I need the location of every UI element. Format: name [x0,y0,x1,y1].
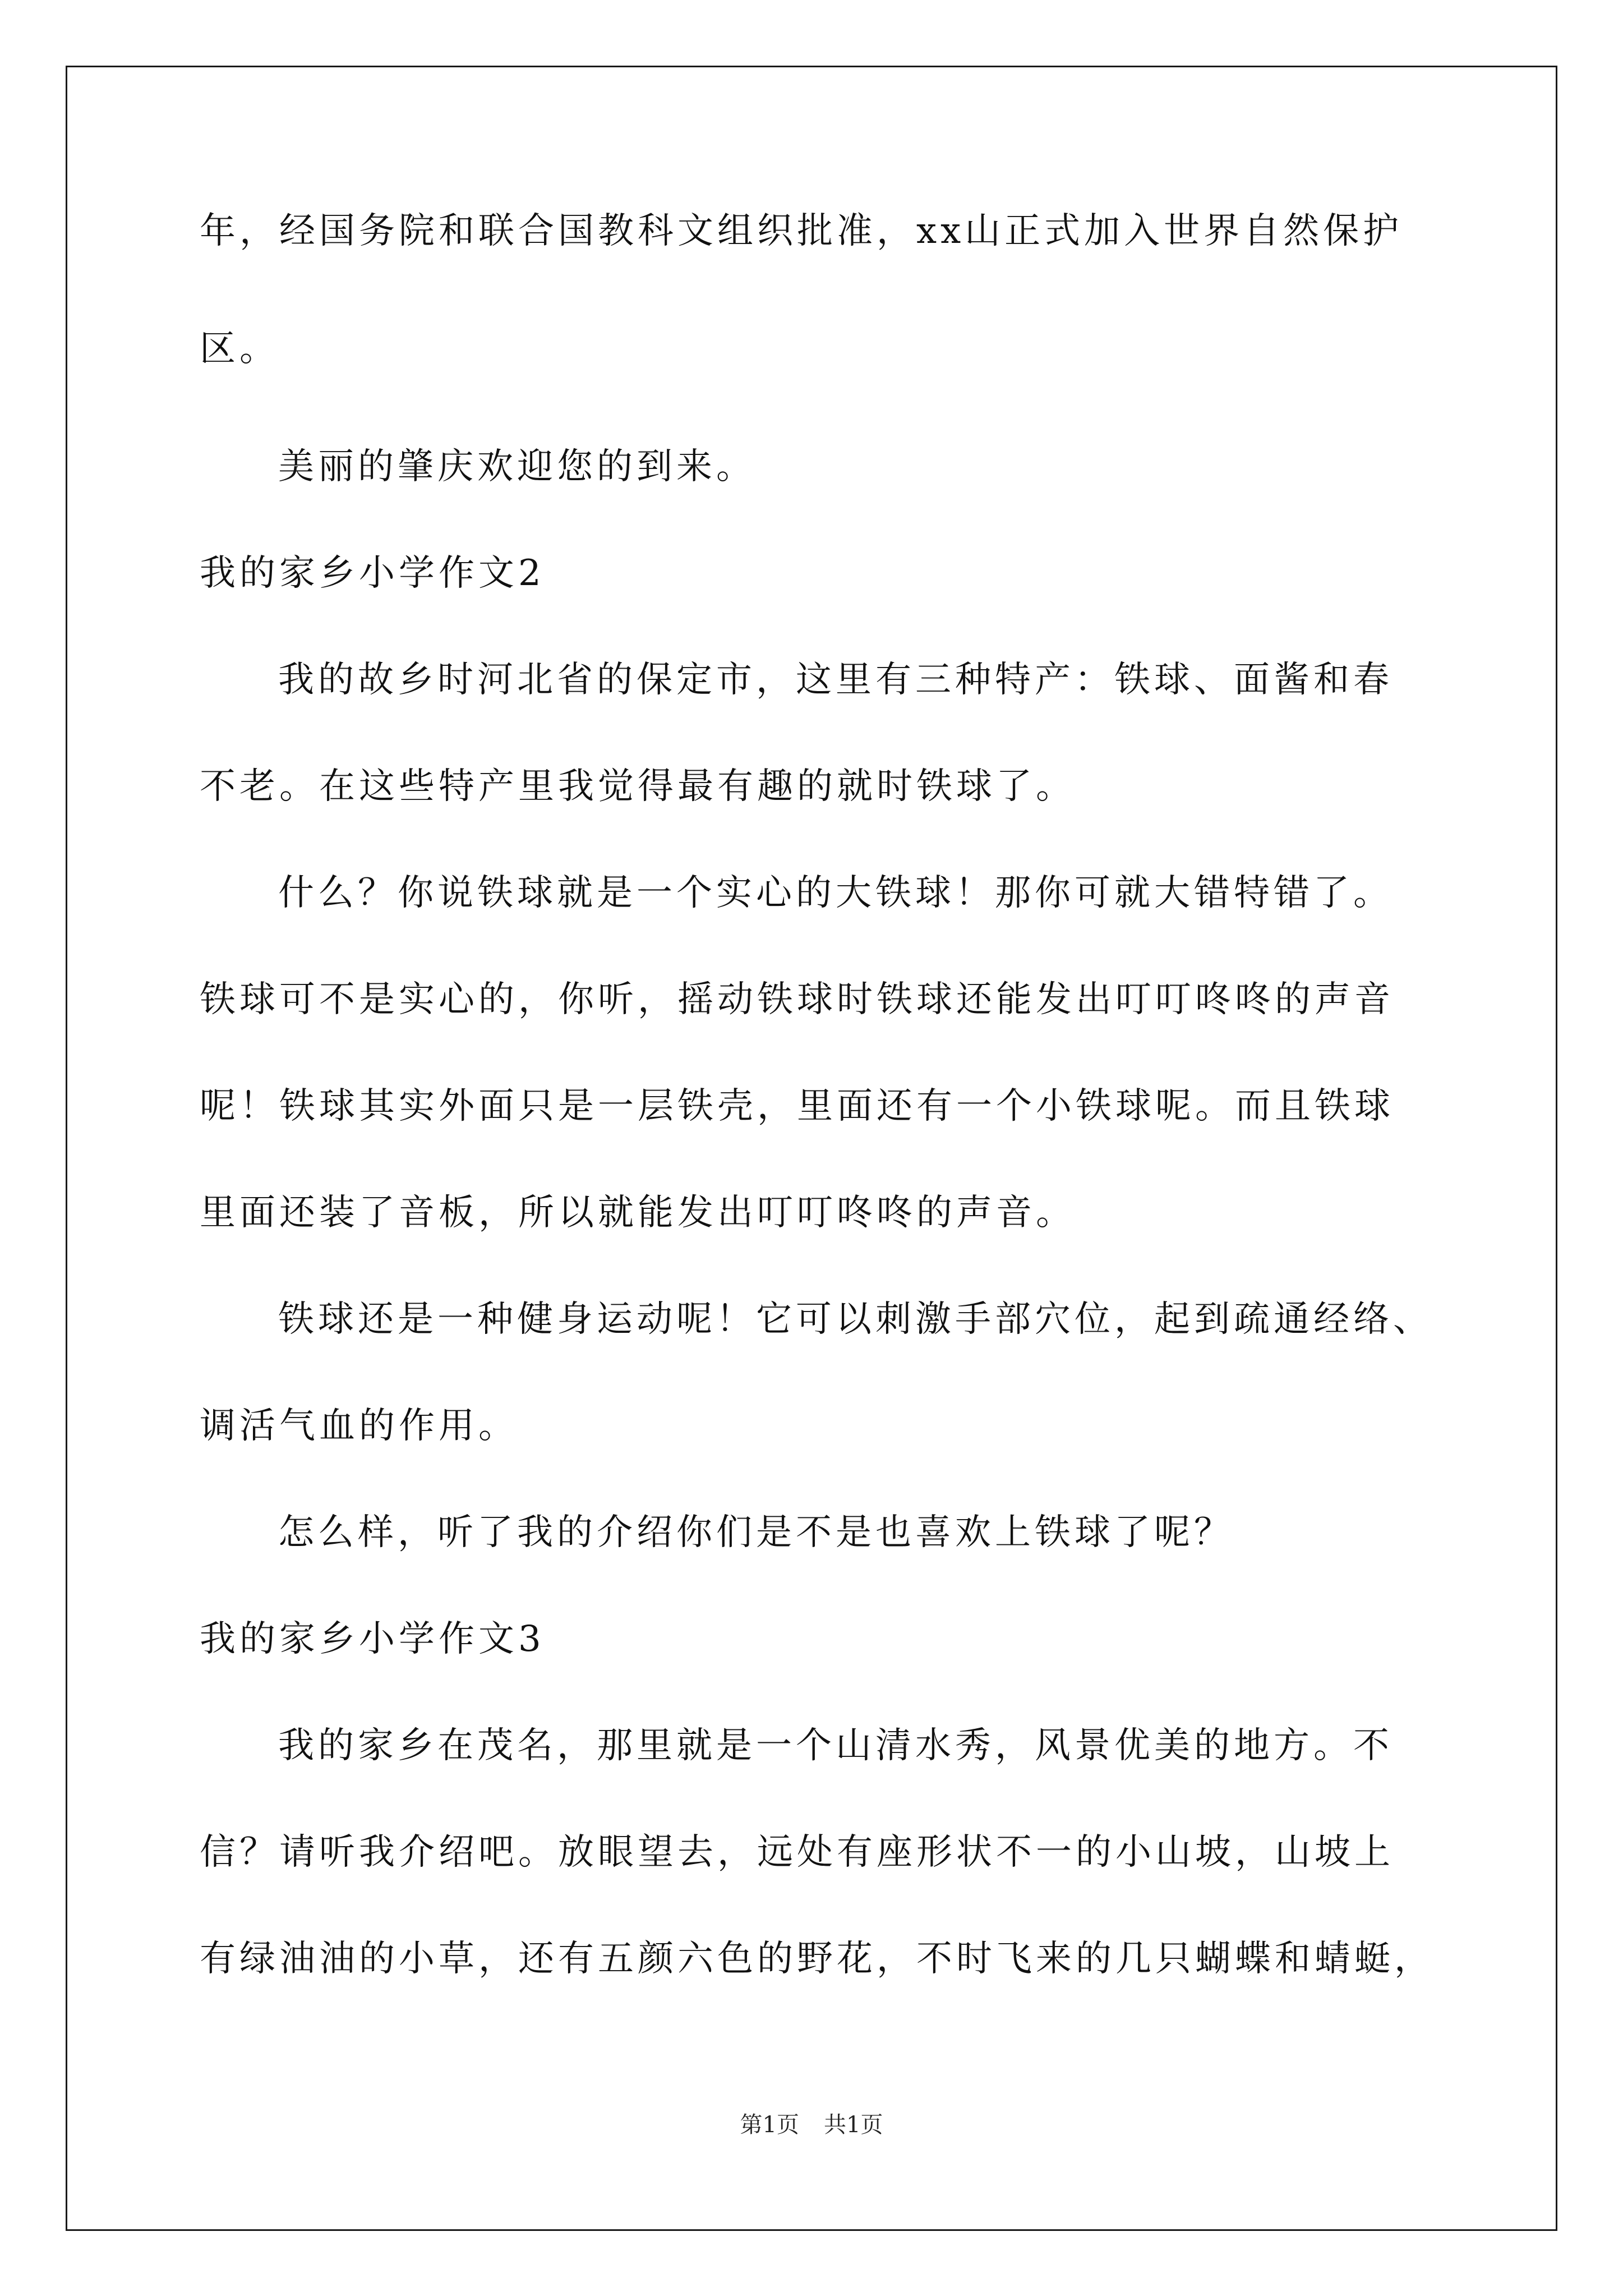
text-line: 什么？你说铁球就是一个实心的大铁球！那你可就大错特错了。 [278,872,1393,914]
text-line: 信？请听我介绍吧。放眼望去，远处有座形状不一的小山坡，山坡上 [200,1832,1394,1873]
text-line: 里面还装了音板，所以就能发出叮叮咚咚的声音。 [200,1192,1076,1234]
page-number: 第1页 [740,2112,799,2138]
text-line: 区。 [200,328,279,370]
page-total: 共1页 [824,2112,883,2138]
text-line: 不老。在这些特产里我觉得最有趣的就时铁球了。 [200,766,1076,807]
text-line: 我的故乡时河北省的保定市，这里有三种特产：铁球、面酱和春 [278,659,1393,701]
page-footer [0,2114,1623,2136]
text-line: 年，经国务院和联合国教科文组织批准，xx山正式加入世界自然保护 [200,210,1403,252]
text-line: 调活气血的作用。 [200,1405,518,1447]
text-line: 怎么样，听了我的介绍你们是不是也喜欢上铁球了呢？ [278,1512,1234,1553]
section-heading: 我的家乡小学作文3 [200,1618,545,1660]
text-line: 铁球还是一种健身运动呢！它可以刺激手部穴位，起到疏通经络、 [278,1299,1433,1340]
text-line: 呢！铁球其实外面只是一层铁壳，里面还有一个小铁球呢。而且铁球 [200,1085,1394,1127]
section-heading: 我的家乡小学作文2 [200,553,545,594]
page-border [66,66,1557,2231]
text-line: 有绿油油的小草，还有五颜六色的野花，不时飞来的几只蝴蝶和蜻蜓， [200,1938,1434,1980]
text-line: 美丽的肇庆欢迎您的到来。 [278,446,756,487]
text-line: 铁球可不是实心的，你听，摇动铁球时铁球还能发出叮叮咚咚的声音 [200,979,1394,1020]
text-line: 我的家乡在茂名，那里就是一个山清水秀，风景优美的地方。不 [278,1725,1393,1766]
